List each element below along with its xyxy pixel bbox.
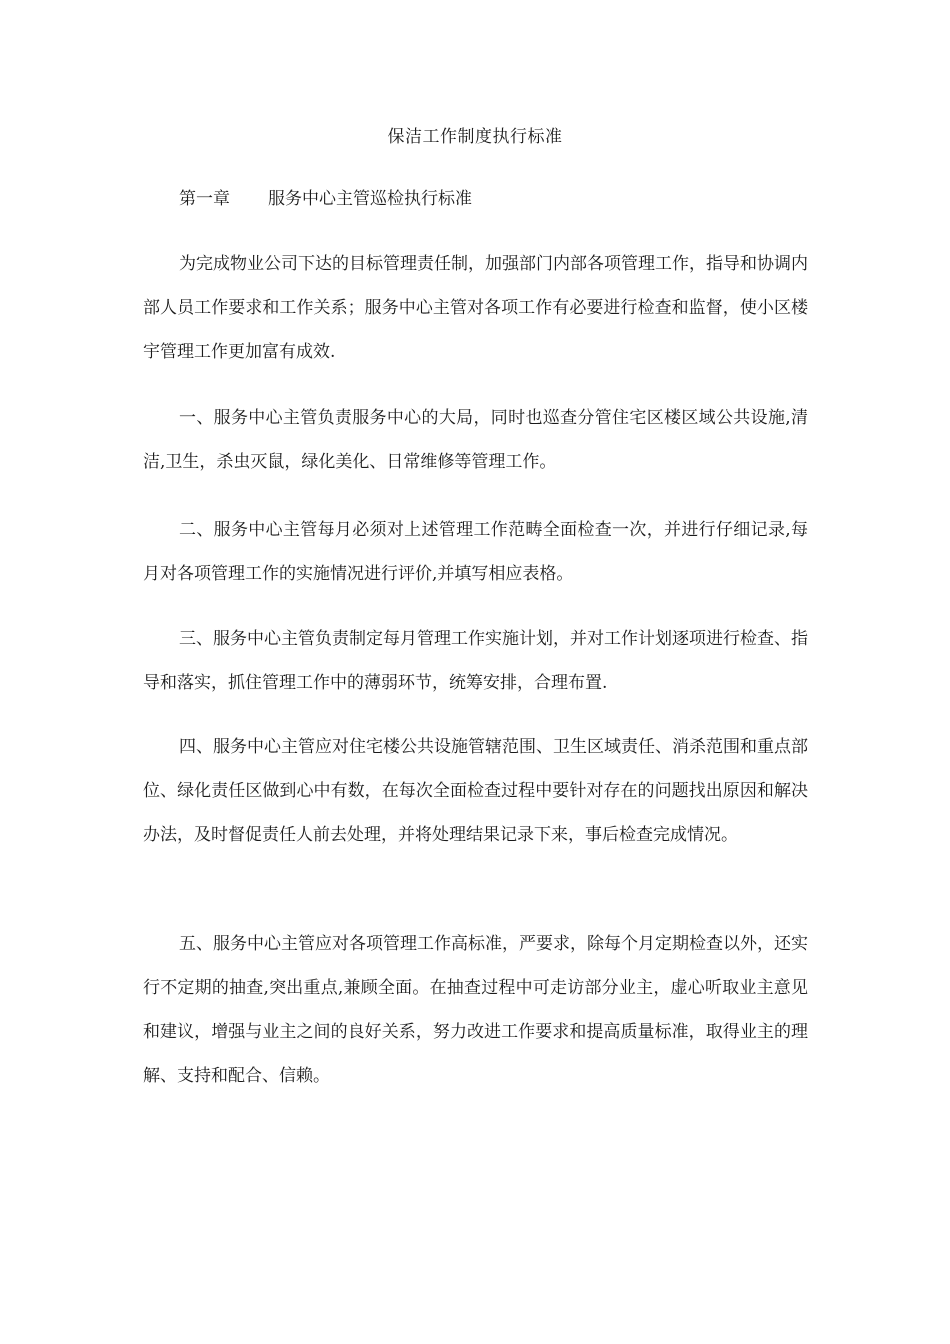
chapter-heading bbox=[179, 186, 472, 212]
document-title: 保洁工作制度执行标准 bbox=[387, 127, 563, 147]
list-item: 五、服务中心主管应对各项管理工作高标准，严要求，除每个月定期检查以外，还实行不定期的抽查,突出重点,兼顾全面。在抽查过程中可走访部分业主，虚心听取业主意见和建议，增强与业主之间的良好关系，努力改进工作要求和提高质量标准，取得业主的理解、支持和配合、信赖。 bbox=[143, 934, 808, 1086]
chapter-title: 服务中心主管巡检执行标准 bbox=[268, 189, 472, 209]
chapter-number: 第一章 bbox=[179, 189, 230, 209]
list-item: 二、服务中心主管每月必须对上述管理工作范畴全面检查一次，并进行仔细记录,每月对各项管理工作的实施情况进行评价,并填写相应表格。 bbox=[143, 520, 808, 584]
intro-paragraph: 为完成物业公司下达的目标管理责任制，加强部门内部各项管理工作，指导和协调内部人员工作要求和工作关系；服务中心主管对各项工作有必要进行检查和监督，使小区楼宇管理工作更加富有成效. bbox=[143, 254, 808, 362]
list-item: 一、服务中心主管负责服务中心的大局，同时也巡查分管住宅区楼区域公共设施,清洁,卫生，杀虫灭鼠，绿化美化、日常维修等管理工作。 bbox=[143, 408, 808, 472]
list-item: 四、服务中心主管应对住宅楼公共设施管辖范围、卫生区域责任、消杀范围和重点部位、绿化责任区做到心中有数，在每次全面检查过程中要针对存在的问题找出原因和解决办法，及时督促责任人前去处理，并将处理结果记录下来，事后检查完成情况。 bbox=[143, 737, 808, 845]
list-item: 三、服务中心主管负责制定每月管理工作实施计划，并对工作计划逐项进行检查、指导和落实，抓住管理工作中的薄弱环节，统筹安排，合理布置. bbox=[143, 629, 808, 693]
